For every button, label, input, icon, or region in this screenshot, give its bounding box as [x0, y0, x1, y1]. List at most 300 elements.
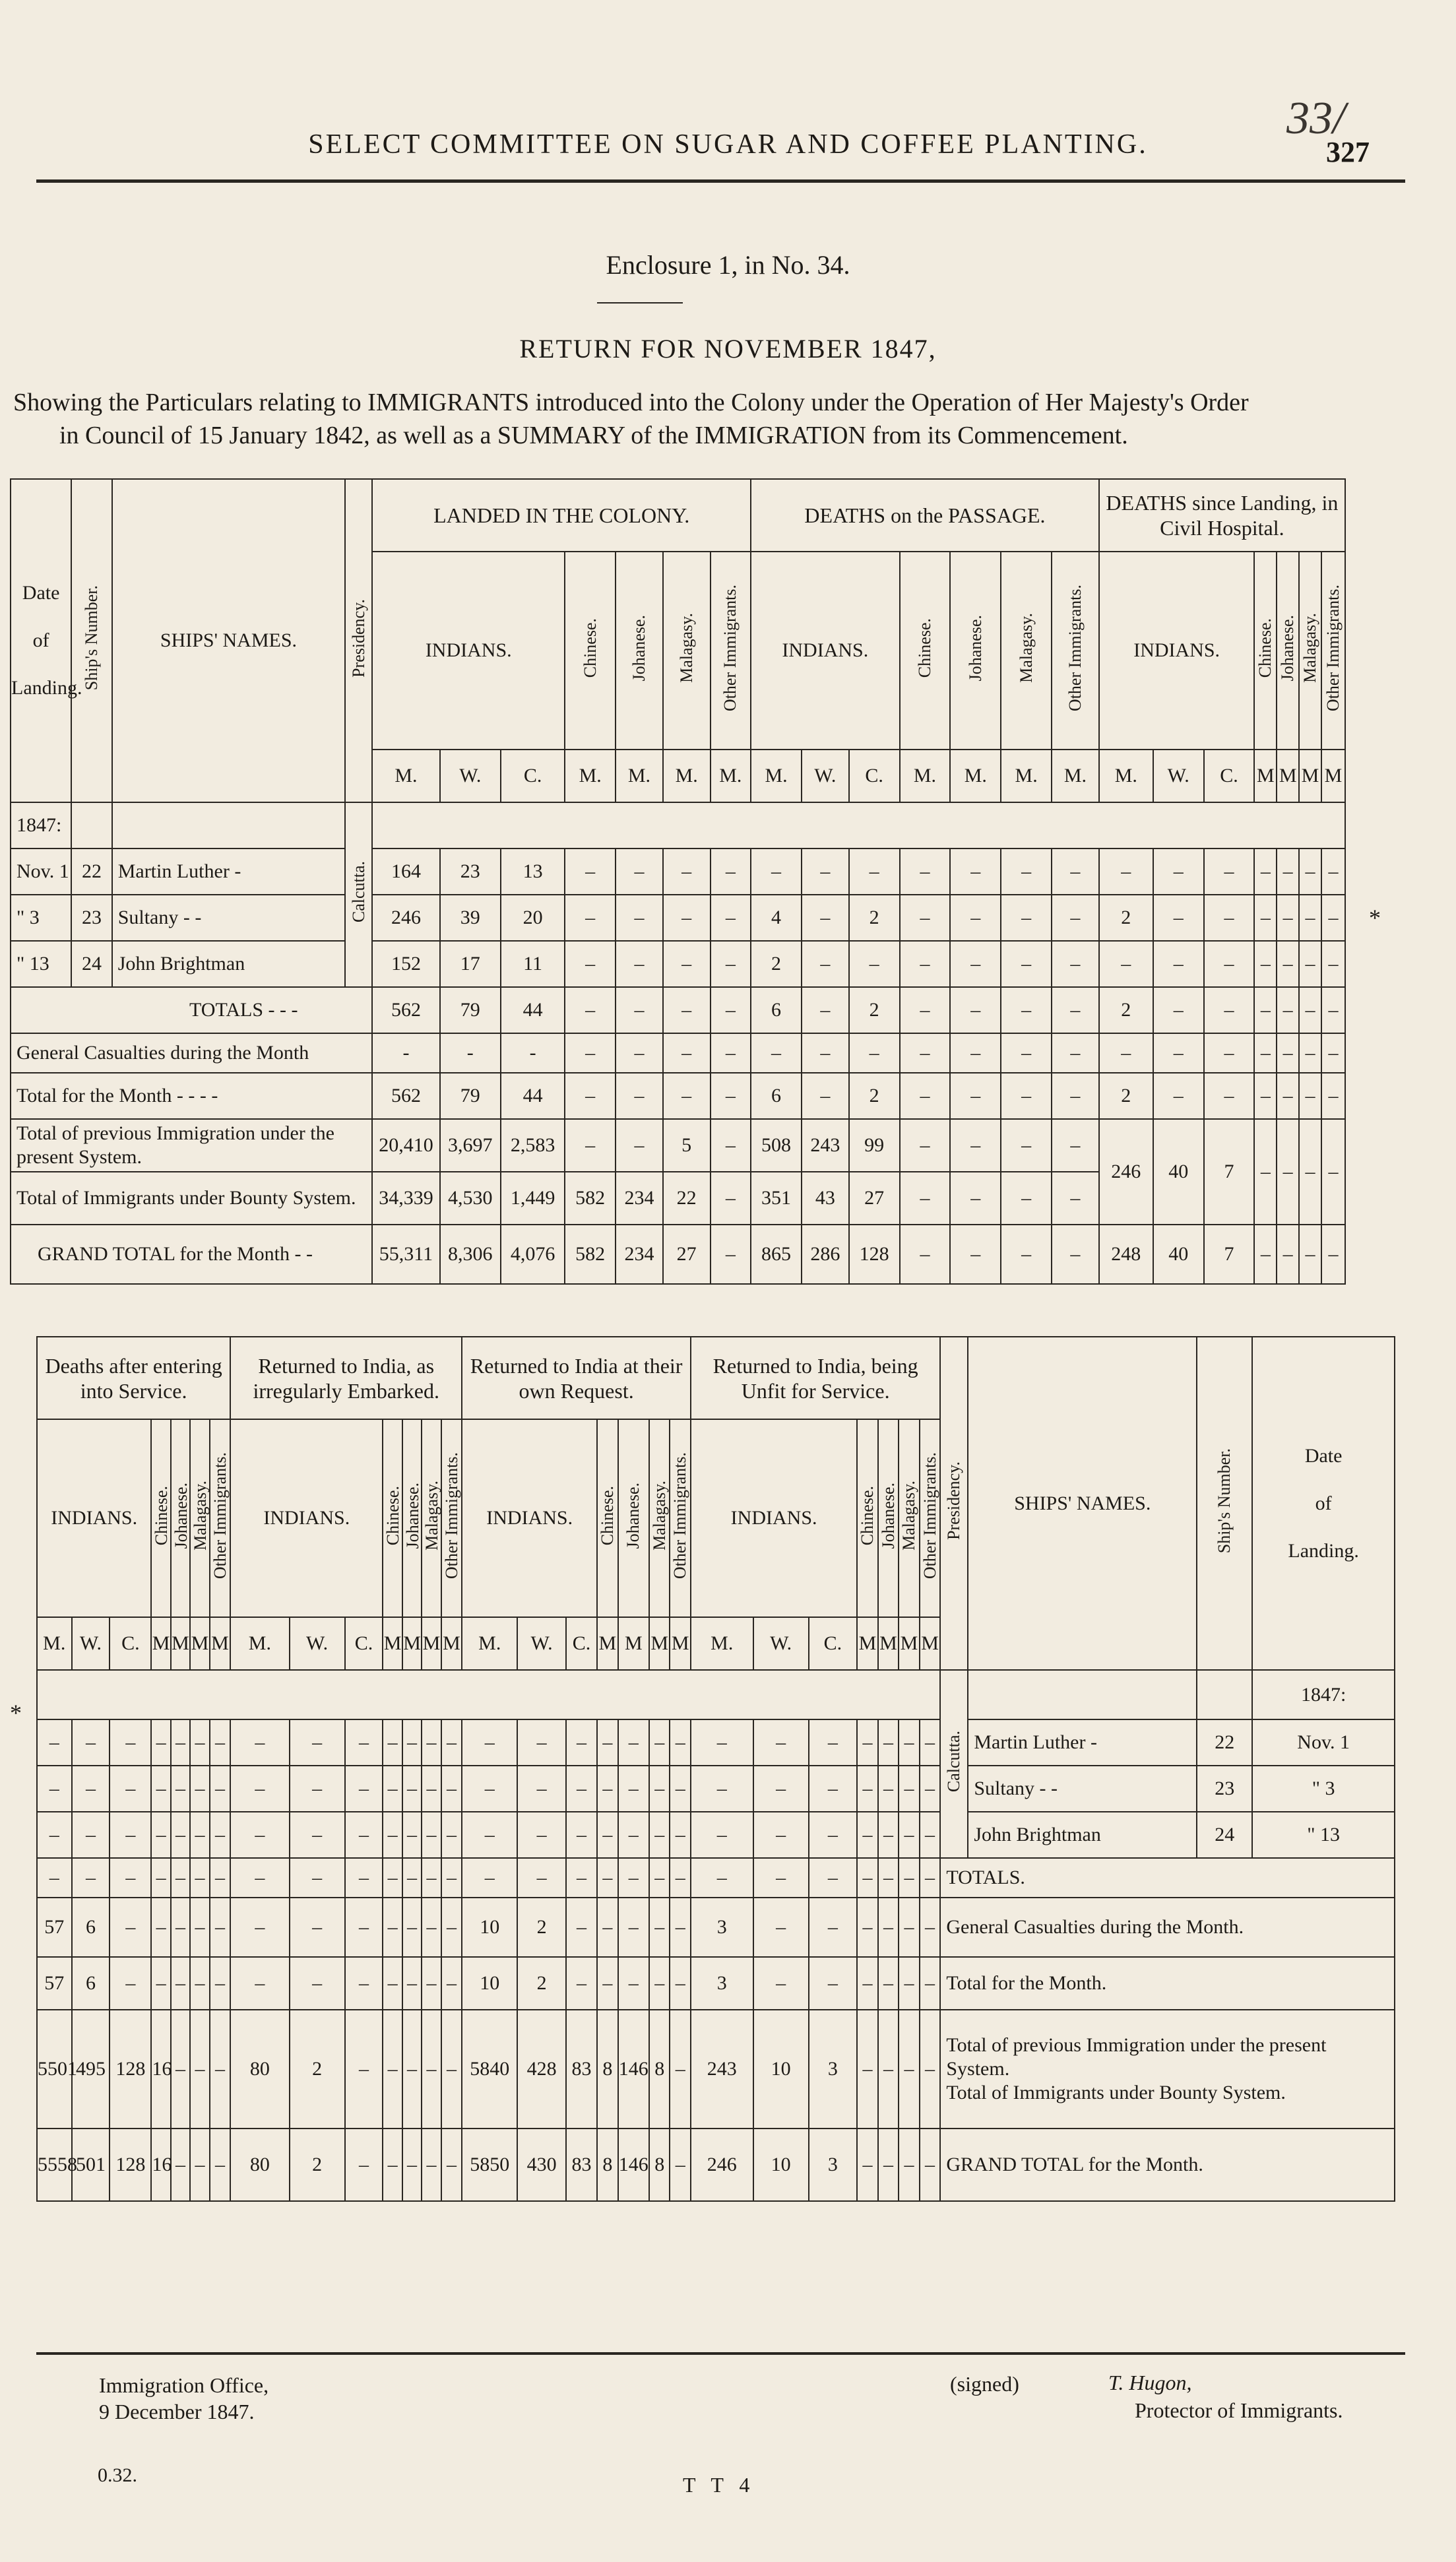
table-cell: – — [857, 1719, 878, 1766]
table-cell: – — [565, 1033, 616, 1073]
col-w: W. — [802, 750, 849, 802]
table-cell: – — [210, 2129, 231, 2201]
table-cell: – — [900, 1119, 951, 1172]
table-cell: – — [1254, 1033, 1277, 1073]
table-cell: – — [1321, 1033, 1345, 1073]
table-cell: – — [190, 1812, 209, 1858]
table-cell: – — [950, 1172, 1001, 1225]
table-cell: – — [1052, 1172, 1099, 1225]
table-cell: – — [1001, 1033, 1052, 1073]
table-cell: – — [802, 895, 849, 941]
hospital-johanese-header: Johanese. — [1277, 552, 1299, 750]
table-cell: Malagasy. — [190, 1419, 209, 1617]
table-cell: – — [663, 895, 711, 941]
request-indians-header: INDIANS. — [462, 1419, 597, 1617]
table-cell: 8 — [649, 2129, 670, 2201]
table-cell: – — [441, 1858, 462, 1898]
table-cell: – — [649, 1766, 670, 1812]
col-m: M — [1299, 750, 1321, 802]
table-cell: – — [1001, 941, 1052, 987]
table-row — [11, 849, 1345, 895]
table-cell: – — [751, 1033, 802, 1073]
table-cell — [37, 1670, 940, 1719]
table-cell: 501 — [72, 2129, 110, 2201]
table-cell: – — [849, 941, 900, 987]
col-m: M. — [616, 750, 663, 802]
table-cell: – — [1254, 941, 1277, 987]
table-cell: – — [565, 987, 616, 1033]
table-cell: M — [920, 1617, 941, 1670]
table-cell: – — [1277, 941, 1299, 987]
table-cell: – — [290, 1858, 345, 1898]
table-cell: – — [616, 941, 663, 987]
table-cell: M — [383, 1617, 402, 1670]
table-cell: – — [920, 1858, 941, 1898]
handwritten-folio-number: 33/ — [1286, 93, 1346, 144]
table-cell: – — [711, 1225, 751, 1284]
year-cell: 1847: — [1252, 1670, 1395, 1719]
table-cell: 2 — [1099, 987, 1153, 1033]
table-cell: 146 — [618, 2010, 649, 2129]
table-cell: – — [1321, 941, 1345, 987]
table-cell: M — [171, 1617, 190, 1670]
table-cell: 246 — [372, 895, 439, 941]
col-m: M. — [372, 750, 439, 802]
table-cell: – — [422, 1858, 441, 1898]
table-cell: – — [670, 1812, 691, 1858]
hospital-chinese-header: Chinese. — [1254, 552, 1277, 750]
table-cell: – — [809, 1812, 858, 1858]
table-cell: – — [290, 1766, 345, 1812]
table-cell: – — [345, 2129, 383, 2201]
table-cell: – — [670, 2129, 691, 2201]
table-cell: TOTALS. — [940, 1858, 1395, 1898]
table-cell: C. — [110, 1617, 151, 1670]
table-cell: – — [1153, 1033, 1204, 1073]
table-cell: – — [878, 2010, 899, 2129]
table-cell: – — [1204, 849, 1255, 895]
table-cell: 128 — [849, 1225, 900, 1284]
table-cell: – — [900, 941, 951, 987]
table-cell: – — [1099, 941, 1153, 987]
table-cell: – — [441, 1766, 462, 1812]
table-cell: – — [1254, 1073, 1277, 1119]
table-cell: Total of previous Immigration under the present System. Total of Immigrants under Bounty System. — [940, 2010, 1395, 2129]
table-cell: – — [802, 941, 849, 987]
table-cell: Other Immigrants. — [920, 1419, 941, 1617]
table-cell: Malagasy. — [899, 1419, 920, 1617]
table-cell: – — [402, 1719, 422, 1766]
table-cell: 5558 — [37, 2129, 72, 2201]
col-m: M. — [1099, 750, 1153, 802]
table-cell: – — [857, 1812, 878, 1858]
table-cell: – — [383, 1766, 402, 1812]
table-cell: – — [210, 1719, 231, 1766]
table-cell: – — [422, 1766, 441, 1812]
table-cell: 8 — [597, 2129, 618, 2201]
table-cell: 20,410 — [372, 1119, 439, 1172]
table-cell: – — [1153, 1073, 1204, 1119]
table-cell: – — [920, 2129, 941, 2201]
table-cell: – — [110, 1719, 151, 1766]
table-cell: – — [809, 1957, 858, 2010]
table-cell: – — [1052, 941, 1099, 987]
table-cell: – — [711, 1119, 751, 1172]
table-cell — [112, 802, 346, 849]
table-cell: – — [190, 1766, 209, 1812]
table-cell: – — [670, 1898, 691, 1957]
table-cell: – — [649, 1719, 670, 1766]
table-cell: – — [711, 1172, 751, 1225]
unfit-group-header: Returned to India, being Unfit for Service. — [691, 1337, 940, 1419]
table-cell: – — [72, 1858, 110, 1898]
table-cell: 5 — [663, 1119, 711, 1172]
table-cell: – — [1153, 849, 1204, 895]
table-cell: – — [345, 1719, 383, 1766]
table-cell: – — [1001, 1172, 1052, 1225]
table-cell: Sultany - - — [968, 1766, 1197, 1812]
table-cell: – — [670, 1957, 691, 2010]
table-cell: – — [422, 1812, 441, 1858]
table-cell: 5501 — [37, 2010, 72, 2129]
table-cell: – — [151, 1719, 170, 1766]
table-cell: – — [402, 2010, 422, 2129]
table-cell: – — [1321, 1225, 1345, 1284]
table-cell: – — [711, 1073, 751, 1119]
table-cell: – — [920, 1766, 941, 1812]
table-cell: M — [649, 1617, 670, 1670]
table-cell: M. — [37, 1617, 72, 1670]
table-cell: – — [1001, 1119, 1052, 1172]
issuing-office: Immigration Office, 9 December 1847. — [99, 2373, 269, 2423]
table-cell: – — [1299, 1073, 1321, 1119]
previous-immigration-row — [11, 1119, 1345, 1172]
table-cell: – — [422, 1898, 441, 1957]
table-cell: Nov. 1 — [1252, 1719, 1395, 1766]
table-cell: – — [1254, 849, 1277, 895]
table-cell: – — [517, 1812, 566, 1858]
description-line-2: in Council of 15 January 1842, as well as a SUMMARY of the IMMIGRATION from its Commencement. — [59, 422, 1128, 449]
table-cell: GRAND TOTAL for the Month. — [940, 2129, 1395, 2201]
table-cell: – — [616, 1119, 663, 1172]
table-cell: – — [900, 1172, 951, 1225]
col-c: C. — [501, 750, 565, 802]
table-cell: – — [899, 1812, 920, 1858]
table-cell: – — [1001, 987, 1052, 1033]
date-header: Date of Landing. — [1252, 1337, 1395, 1670]
table-cell: – — [565, 941, 616, 987]
table-cell: 3 — [809, 2010, 858, 2129]
table-cell: General Casualties during the Month — [11, 1033, 372, 1073]
table-cell: – — [402, 1766, 422, 1812]
table-cell: – — [151, 1898, 170, 1957]
table-cell: – — [441, 1957, 462, 2010]
table-cell: 2 — [849, 987, 900, 1033]
table-cell: 83 — [566, 2129, 597, 2201]
table-cell: – — [441, 2129, 462, 2201]
table-cell: – — [110, 1858, 151, 1898]
table-cell: Malagasy. — [422, 1419, 441, 1617]
table-cell: 428 — [517, 2010, 566, 2129]
table-cell: – — [190, 2129, 209, 2201]
description-line-1: Showing the Particulars relating to IMMIGRANTS introduced into the Colony under the Operation of Her Majesty's Order — [13, 389, 1249, 416]
table-cell: – — [1299, 849, 1321, 895]
table-cell: – — [345, 1766, 383, 1812]
passage-other-header: Other Immigrants. — [1052, 552, 1099, 750]
table-cell: – — [1052, 1119, 1099, 1172]
table-cell: – — [1204, 1073, 1255, 1119]
table-cell: – — [1299, 941, 1321, 987]
table-cell: – — [649, 1812, 670, 1858]
table-cell: " 13 — [11, 941, 71, 987]
table-cell: 3 — [691, 1957, 753, 2010]
table-cell: TOTALS - - - — [11, 987, 372, 1033]
table-cell: - — [440, 1033, 501, 1073]
table-cell: – — [462, 1858, 517, 1898]
table-cell: – — [422, 2129, 441, 2201]
table-cell: Chinese. — [383, 1419, 402, 1617]
table-cell: Malagasy. — [649, 1419, 670, 1617]
table-cell: – — [383, 1858, 402, 1898]
table-cell: – — [950, 895, 1001, 941]
irregular-group-header: Returned to India, as irregularly Embarked. — [230, 1337, 462, 1419]
table-cell: – — [597, 1957, 618, 2010]
col-m: M. — [711, 750, 751, 802]
table-cell: – — [462, 1766, 517, 1812]
table-cell: – — [618, 1766, 649, 1812]
table-cell: " 13 — [1252, 1812, 1395, 1858]
enclosure-heading: Enclosure 1, in No. 34. — [606, 250, 850, 280]
total-month-row — [11, 1073, 1345, 1119]
table-cell: 562 — [372, 1073, 439, 1119]
table-cell: – — [691, 1858, 753, 1898]
ships-names-header: SHIPS' NAMES. — [968, 1337, 1197, 1670]
hospital-malagasy-header: Malagasy. — [1299, 552, 1321, 750]
col-m: M — [1321, 750, 1345, 802]
table-cell: – — [1321, 849, 1345, 895]
year-row — [11, 802, 1345, 849]
table-cell: M — [618, 1617, 649, 1670]
table-cell: Nov. 1 — [11, 849, 71, 895]
table-cell: – — [37, 1812, 72, 1858]
table-cell: – — [616, 987, 663, 1033]
col-m: M. — [950, 750, 1001, 802]
table-cell: 22 — [663, 1172, 711, 1225]
table-cell: M — [402, 1617, 422, 1670]
table-cell: 5840 — [462, 2010, 517, 2129]
table-cell: – — [878, 1858, 899, 1898]
table-cell: – — [565, 1073, 616, 1119]
table-cell: 6 — [751, 987, 802, 1033]
table-cell: GRAND TOTAL for the Month - - — [11, 1225, 372, 1284]
unfit-indians-header: INDIANS. — [691, 1419, 857, 1617]
table-cell: – — [899, 2010, 920, 2129]
table-cell: – — [597, 1858, 618, 1898]
table-cell: – — [878, 2129, 899, 2201]
table-cell: – — [618, 1812, 649, 1858]
table-cell: – — [670, 1719, 691, 1766]
table-cell: – — [402, 1812, 422, 1858]
table-cell: – — [1299, 987, 1321, 1033]
table-cell: – — [345, 1898, 383, 1957]
table-cell: – — [597, 1719, 618, 1766]
table-cell: W. — [290, 1617, 345, 1670]
table-cell: – — [517, 1766, 566, 1812]
col-m: M. — [751, 750, 802, 802]
table-cell: – — [597, 1898, 618, 1957]
table-cell: " 3 — [11, 895, 71, 941]
passage-malagasy-header: Malagasy. — [1001, 552, 1052, 750]
table-cell: Total of Immigrants under Bounty System. — [11, 1172, 372, 1225]
table-cell: – — [110, 1957, 151, 2010]
table-cell: 234 — [616, 1225, 663, 1284]
table-cell: 16 — [151, 2129, 170, 2201]
table-cell: Chinese. — [151, 1419, 170, 1617]
table-cell: 27 — [849, 1172, 900, 1225]
table-cell: 3,697 — [440, 1119, 501, 1172]
table-cell: – — [878, 1766, 899, 1812]
table-cell: – — [1052, 987, 1099, 1033]
table-cell: 43 — [802, 1172, 849, 1225]
table-cell: Other Immigrants. — [441, 1419, 462, 1617]
table-cell: – — [441, 1898, 462, 1957]
table-cell: – — [1277, 849, 1299, 895]
landed-other-header: Other Immigrants. — [711, 552, 751, 750]
table-cell: – — [802, 1033, 849, 1073]
table-cell: – — [1153, 941, 1204, 987]
signed-label: (signed) — [950, 2372, 1019, 2396]
table-cell: – — [151, 1858, 170, 1898]
table-cell: – — [618, 1957, 649, 2010]
table-cell: – — [618, 1719, 649, 1766]
bottom-return-table — [36, 1336, 1395, 2202]
top-return-table — [10, 478, 1346, 1285]
table-cell: Chinese. — [857, 1419, 878, 1617]
table-cell: – — [920, 1719, 941, 1766]
table-cell: 4,076 — [501, 1225, 565, 1284]
table-cell: – — [402, 1898, 422, 1957]
col-m: M — [1277, 750, 1299, 802]
table-cell: 24 — [1197, 1812, 1252, 1858]
table-cell: 2 — [1099, 895, 1153, 941]
table-cell: – — [565, 849, 616, 895]
document-code: 0.32. — [98, 2464, 137, 2486]
table-cell: – — [1321, 1119, 1345, 1225]
header-rule — [36, 179, 1405, 183]
page-number: 327 — [1326, 136, 1370, 168]
table-cell: 57 — [37, 1898, 72, 1957]
table-cell: M — [670, 1617, 691, 1670]
table-cell: – — [1254, 1225, 1277, 1284]
table-cell: – — [1299, 895, 1321, 941]
table-cell: – — [1254, 987, 1277, 1033]
col-c: C. — [849, 750, 900, 802]
table-cell: – — [663, 941, 711, 987]
totals-row — [11, 987, 1345, 1033]
table-cell: – — [1277, 1073, 1299, 1119]
table-cell: – — [1001, 849, 1052, 895]
table-cell: – — [753, 1766, 809, 1812]
table-cell: M. — [230, 1617, 289, 1670]
table-cell: – — [878, 1898, 899, 1957]
table-cell: – — [566, 1766, 597, 1812]
presidency-cell: Calcutta. — [345, 802, 372, 987]
table-cell: 39 — [440, 895, 501, 941]
table-cell: – — [190, 1719, 209, 1766]
table-cell: 430 — [517, 2129, 566, 2201]
table-cell: – — [210, 1898, 231, 1957]
table-cell: – — [753, 1719, 809, 1766]
table-cell: – — [809, 1719, 858, 1766]
table-cell: – — [1254, 1119, 1277, 1225]
table-cell: 128 — [110, 2129, 151, 2201]
total-month-row — [37, 1957, 1395, 2010]
table-cell: – — [1153, 987, 1204, 1033]
table-cell: – — [290, 1812, 345, 1858]
col-m: M. — [1052, 750, 1099, 802]
table-cell: – — [1254, 895, 1277, 941]
table-cell: – — [1277, 895, 1299, 941]
table-cell: – — [565, 895, 616, 941]
table-cell: – — [345, 1812, 383, 1858]
deaths-passage-group-header: DEATHS on the PASSAGE. — [751, 479, 1099, 552]
totals-row — [37, 1858, 1395, 1898]
table-cell: – — [878, 1812, 899, 1858]
table-cell: 8,306 — [440, 1225, 501, 1284]
table-cell: – — [950, 1073, 1001, 1119]
table-cell: – — [670, 1766, 691, 1812]
table-cell: – — [37, 1766, 72, 1812]
table-cell: Other Immigrants. — [210, 1419, 231, 1617]
table-cell: W. — [72, 1617, 110, 1670]
table-cell: – — [1299, 1225, 1321, 1284]
table-cell: – — [950, 1225, 1001, 1284]
table-cell: M. — [691, 1617, 753, 1670]
table-cell: Johanese. — [618, 1419, 649, 1617]
table-cell: – — [383, 1957, 402, 2010]
table-cell: – — [1277, 1225, 1299, 1284]
table-cell: – — [462, 1812, 517, 1858]
table-cell: – — [210, 1766, 231, 1812]
table-cell: 582 — [565, 1225, 616, 1284]
passage-johanese-header: Johanese. — [950, 552, 1001, 750]
asterisk-mark: * — [1369, 905, 1381, 931]
table-cell: – — [566, 1858, 597, 1898]
table-cell: – — [618, 1858, 649, 1898]
table-cell: 351 — [751, 1172, 802, 1225]
table-cell: – — [441, 1719, 462, 1766]
table-cell: 246 — [691, 2129, 753, 2201]
table-cell: – — [616, 849, 663, 895]
table-cell: Martin Luther - — [112, 849, 346, 895]
table-cell: Martin Luther - — [968, 1719, 1197, 1766]
table-cell — [1197, 1670, 1252, 1719]
table-cell: 16 — [151, 2010, 170, 2129]
table-cell: – — [1153, 895, 1204, 941]
table-cell: – — [649, 1858, 670, 1898]
table-cell: – — [1277, 1119, 1299, 1225]
table-cell: – — [900, 1225, 951, 1284]
table-cell: – — [900, 987, 951, 1033]
col-w: W. — [440, 750, 501, 802]
table-cell — [372, 802, 1345, 849]
table-cell: – — [900, 1033, 951, 1073]
table-cell: – — [290, 1719, 345, 1766]
table-cell: Sultany - - — [112, 895, 346, 941]
table-cell: 286 — [802, 1225, 849, 1284]
table-cell: 20 — [501, 895, 565, 941]
table-cell: M — [441, 1617, 462, 1670]
